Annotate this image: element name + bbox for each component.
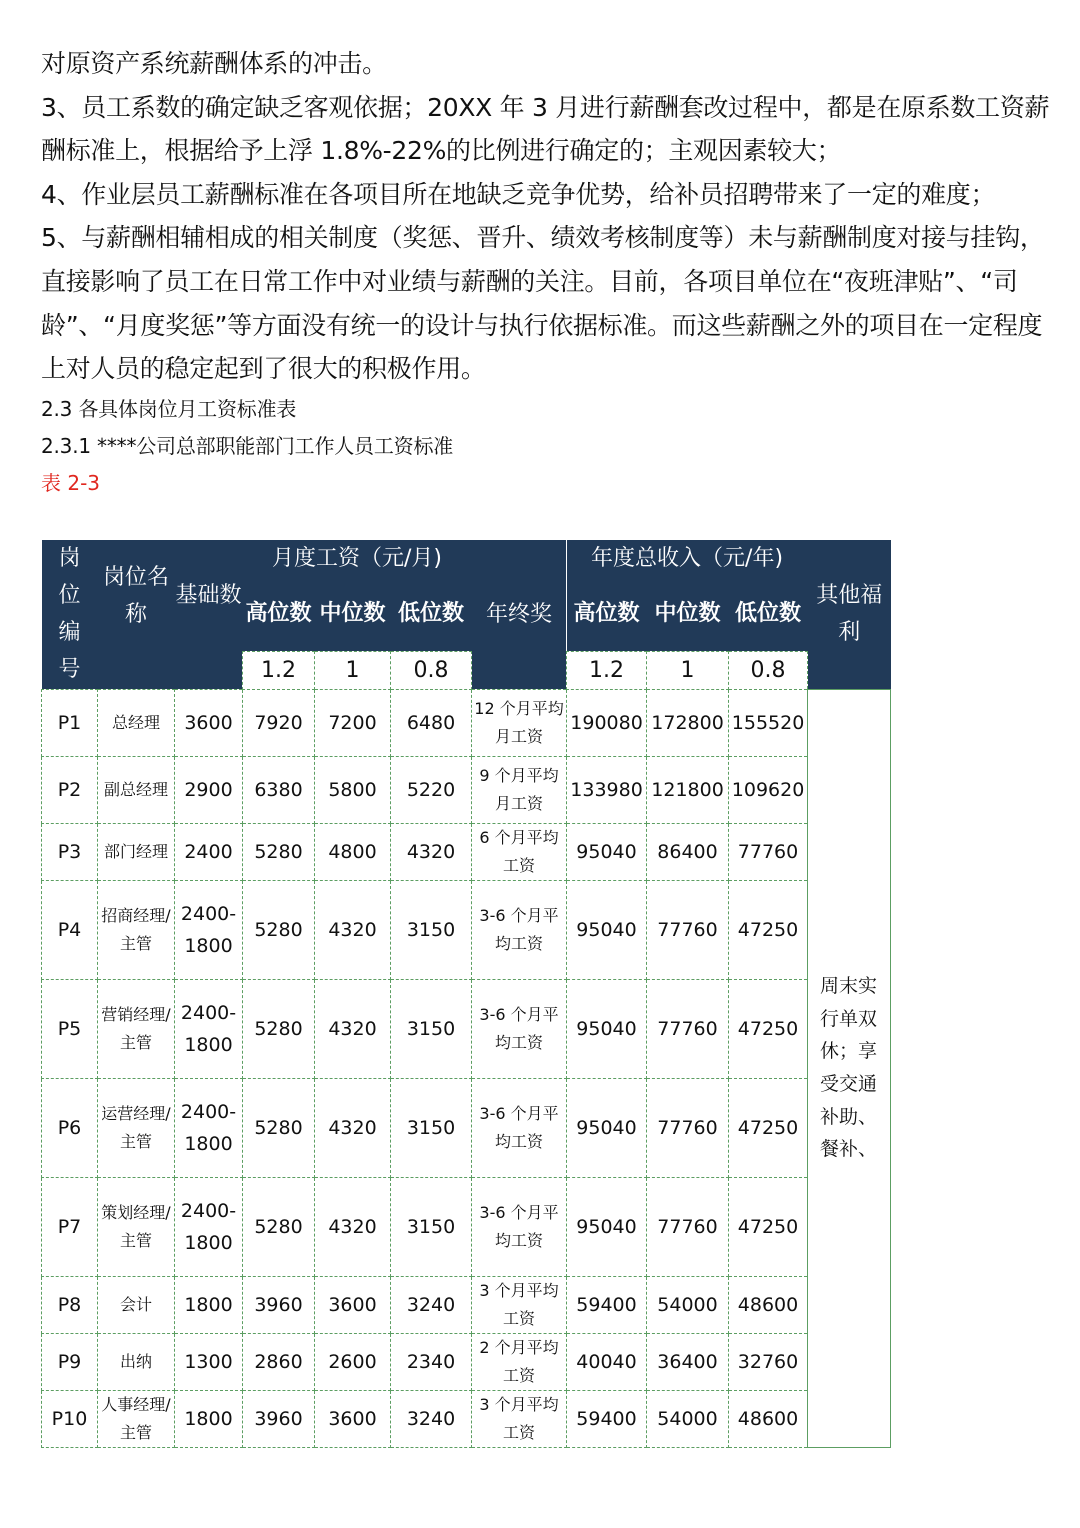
cell-low: 3240 — [391, 1390, 472, 1447]
cell-annual-low: 47250 — [729, 1177, 808, 1276]
cell-annual-high: 95040 — [567, 1177, 647, 1276]
cell-mid: 3600 — [315, 1276, 391, 1333]
cell-annual-low: 155520 — [729, 689, 808, 756]
header-annual-high: 高位数 — [567, 577, 647, 651]
paragraph-3: 4、作业层员工薪酬标准在各项目所在地缺乏竞争优势，给补员招聘带来了一定的难度； — [41, 179, 996, 209]
cell-mid: 4320 — [315, 880, 391, 979]
cell-annual-mid: 121800 — [647, 756, 729, 823]
cell-base: 2400-1800 — [175, 979, 243, 1078]
header-monthly-high: 高位数 — [243, 577, 315, 651]
cell-code: P3 — [42, 823, 98, 880]
cell-mid: 4800 — [315, 823, 391, 880]
cell-name: 副总经理 — [98, 756, 175, 823]
cell-name: 策划经理/主管 — [98, 1177, 175, 1276]
cell-code: P10 — [42, 1390, 98, 1447]
cell-mid: 4320 — [315, 1177, 391, 1276]
cell-low: 3240 — [391, 1276, 472, 1333]
cell-bonus: 3-6 个月平均工资 — [472, 1078, 567, 1177]
header-code-end: 号 — [42, 651, 98, 689]
cell-mid: 4320 — [315, 1078, 391, 1177]
cell-mid: 5800 — [315, 756, 391, 823]
header-monthly-group: 月度工资（元/月) — [243, 540, 472, 577]
subsection-heading: 2.3.1 ****公司总部职能部门工作人员工资标准 — [41, 433, 454, 458]
cell-mid: 7200 — [315, 689, 391, 756]
table-row — [42, 1177, 891, 1276]
cell-base: 1800 — [175, 1390, 243, 1447]
table-row — [42, 689, 891, 756]
cell-code: P8 — [42, 1276, 98, 1333]
cell-code: P9 — [42, 1333, 98, 1390]
factor-monthly-mid: 1 — [315, 651, 391, 689]
header-annual-low: 低位数 — [729, 577, 808, 651]
factor-annual-high: 1.2 — [567, 651, 647, 689]
header-base: 基础数 — [175, 540, 243, 651]
table-row — [42, 823, 891, 880]
cell-low: 3150 — [391, 1078, 472, 1177]
cell-low: 3150 — [391, 1177, 472, 1276]
cell-code: P2 — [42, 756, 98, 823]
header-annual-group: 年度总收入（元/年) — [567, 540, 808, 577]
table-row — [42, 1078, 891, 1177]
cell-high: 5280 — [243, 823, 315, 880]
cell-low: 4320 — [391, 823, 472, 880]
header-benefit: 其他福利 — [808, 540, 891, 689]
header-code — [42, 540, 98, 651]
cell-annual-mid: 36400 — [647, 1333, 729, 1390]
cell-bonus: 3-6 个月平均工资 — [472, 1177, 567, 1276]
cell-annual-mid: 54000 — [647, 1390, 729, 1447]
cell-name: 人事经理/主管 — [98, 1390, 175, 1447]
cell-bonus: 3-6 个月平均工资 — [472, 880, 567, 979]
cell-annual-mid: 77760 — [647, 1177, 729, 1276]
cell-name: 会计 — [98, 1276, 175, 1333]
cell-base: 2400-1800 — [175, 880, 243, 979]
cell-mid: 4320 — [315, 979, 391, 1078]
table-row — [42, 756, 891, 823]
paragraph-1: 对原资产系统薪酬体系的冲击。 — [41, 49, 387, 78]
cell-annual-low: 48600 — [729, 1276, 808, 1333]
document-body — [41, 42, 1051, 502]
paragraph-4: 5、与薪酬相辅相成的相关制度（奖惩、晋升、绩效考核制度等）未与薪酬制度对接与挂钩，直接影响了员工在日常工作中对业绩与薪酬的关注。目前，各项目单位在“夜班津贴”、“司龄”、“月度奖惩”等方面没有统一的设计与执行依据标准。而这些薪酬之外的项目在一定程度上对人员的稳定起到了很大的积极作用。 — [41, 223, 1045, 384]
cell-high: 6380 — [243, 756, 315, 823]
cell-annual-mid: 77760 — [647, 880, 729, 979]
cell-annual-low: 32760 — [729, 1333, 808, 1390]
cell-annual-mid: 77760 — [647, 1078, 729, 1177]
header-monthly-low: 低位数 — [391, 577, 472, 651]
factor-monthly-high: 1.2 — [243, 651, 315, 689]
cell-code: P5 — [42, 979, 98, 1078]
cell-bonus: 9 个月平均月工资 — [472, 756, 567, 823]
factor-monthly-low: 0.8 — [391, 651, 472, 689]
header-name-end — [98, 651, 175, 689]
cell-annual-high: 40040 — [567, 1333, 647, 1390]
salary-table — [41, 540, 891, 1448]
cell-base: 2400-1800 — [175, 1078, 243, 1177]
cell-mid: 3600 — [315, 1390, 391, 1447]
cell-benefit: 周末实行单双休；享受交通补助、餐补、 — [808, 689, 891, 1447]
table-caption: 表 2-3 — [41, 470, 101, 495]
cell-annual-low: 47250 — [729, 1078, 808, 1177]
cell-bonus: 6 个月平均工资 — [472, 823, 567, 880]
cell-base: 1800 — [175, 1276, 243, 1333]
cell-annual-high: 59400 — [567, 1390, 647, 1447]
header-annual-mid: 中位数 — [647, 577, 729, 651]
cell-high: 5280 — [243, 1078, 315, 1177]
cell-high: 3960 — [243, 1276, 315, 1333]
cell-annual-low: 109620 — [729, 756, 808, 823]
cell-name: 出纳 — [98, 1333, 175, 1390]
factor-annual-low: 0.8 — [729, 651, 808, 689]
cell-low: 3150 — [391, 979, 472, 1078]
cell-high: 5280 — [243, 979, 315, 1078]
cell-name: 招商经理/主管 — [98, 880, 175, 979]
cell-bonus: 3-6 个月平均工资 — [472, 979, 567, 1078]
cell-name: 部门经理 — [98, 823, 175, 880]
cell-annual-high: 95040 — [567, 823, 647, 880]
paragraph-2: 3、员工系数的确定缺乏客观依据；20XX 年 3 月进行薪酬套改过程中，都是在原系数工资薪酬标准上，根据给予上浮 1.8%-22%的比例进行确定的；主观因素较大； — [41, 92, 1050, 166]
cell-bonus: 2 个月平均工资 — [472, 1333, 567, 1390]
cell-annual-high: 133980 — [567, 756, 647, 823]
cell-annual-low: 47250 — [729, 880, 808, 979]
cell-low: 5220 — [391, 756, 472, 823]
header-monthly-mid: 中位数 — [315, 577, 391, 651]
cell-annual-mid: 77760 — [647, 979, 729, 1078]
cell-low: 2340 — [391, 1333, 472, 1390]
cell-annual-low: 48600 — [729, 1390, 808, 1447]
header-bonus: 年终奖 — [472, 540, 567, 689]
table-row — [42, 1333, 891, 1390]
cell-code: P6 — [42, 1078, 98, 1177]
cell-high: 5280 — [243, 880, 315, 979]
cell-bonus: 12 个月平均月工资 — [472, 689, 567, 756]
cell-name: 运营经理/主管 — [98, 1078, 175, 1177]
header-code-char: 编 — [58, 620, 81, 645]
header-base-end — [175, 651, 243, 689]
table-row — [42, 1276, 891, 1333]
cell-base: 1300 — [175, 1333, 243, 1390]
cell-code: P4 — [42, 880, 98, 979]
cell-annual-high: 95040 — [567, 1078, 647, 1177]
cell-base: 2400-1800 — [175, 1177, 243, 1276]
cell-annual-high: 95040 — [567, 979, 647, 1078]
cell-code: P7 — [42, 1177, 98, 1276]
cell-annual-low: 47250 — [729, 979, 808, 1078]
cell-name: 总经理 — [98, 689, 175, 756]
cell-high: 5280 — [243, 1177, 315, 1276]
cell-high: 2860 — [243, 1333, 315, 1390]
cell-mid: 2600 — [315, 1333, 391, 1390]
cell-high: 7920 — [243, 689, 315, 756]
header-name: 岗位名称 — [98, 540, 175, 651]
cell-annual-mid: 54000 — [647, 1276, 729, 1333]
cell-base: 2900 — [175, 756, 243, 823]
cell-annual-mid: 86400 — [647, 823, 729, 880]
cell-low: 6480 — [391, 689, 472, 756]
cell-code: P1 — [42, 689, 98, 756]
header-code-char: 位 — [58, 583, 81, 608]
table-row — [42, 880, 891, 979]
header-code-char: 岗 — [58, 546, 81, 571]
cell-low: 3150 — [391, 880, 472, 979]
cell-name: 营销经理/主管 — [98, 979, 175, 1078]
cell-base: 2400 — [175, 823, 243, 880]
table-row — [42, 1390, 891, 1447]
cell-annual-high: 59400 — [567, 1276, 647, 1333]
cell-bonus: 3 个月平均工资 — [472, 1390, 567, 1447]
table-row — [42, 979, 891, 1078]
cell-annual-mid: 172800 — [647, 689, 729, 756]
cell-high: 3960 — [243, 1390, 315, 1447]
cell-annual-low: 77760 — [729, 823, 808, 880]
cell-annual-high: 190080 — [567, 689, 647, 756]
cell-annual-high: 95040 — [567, 880, 647, 979]
section-heading: 2.3 各具体岗位月工资标准表 — [41, 396, 297, 421]
factor-annual-mid: 1 — [647, 651, 729, 689]
cell-base: 3600 — [175, 689, 243, 756]
cell-bonus: 3 个月平均工资 — [472, 1276, 567, 1333]
